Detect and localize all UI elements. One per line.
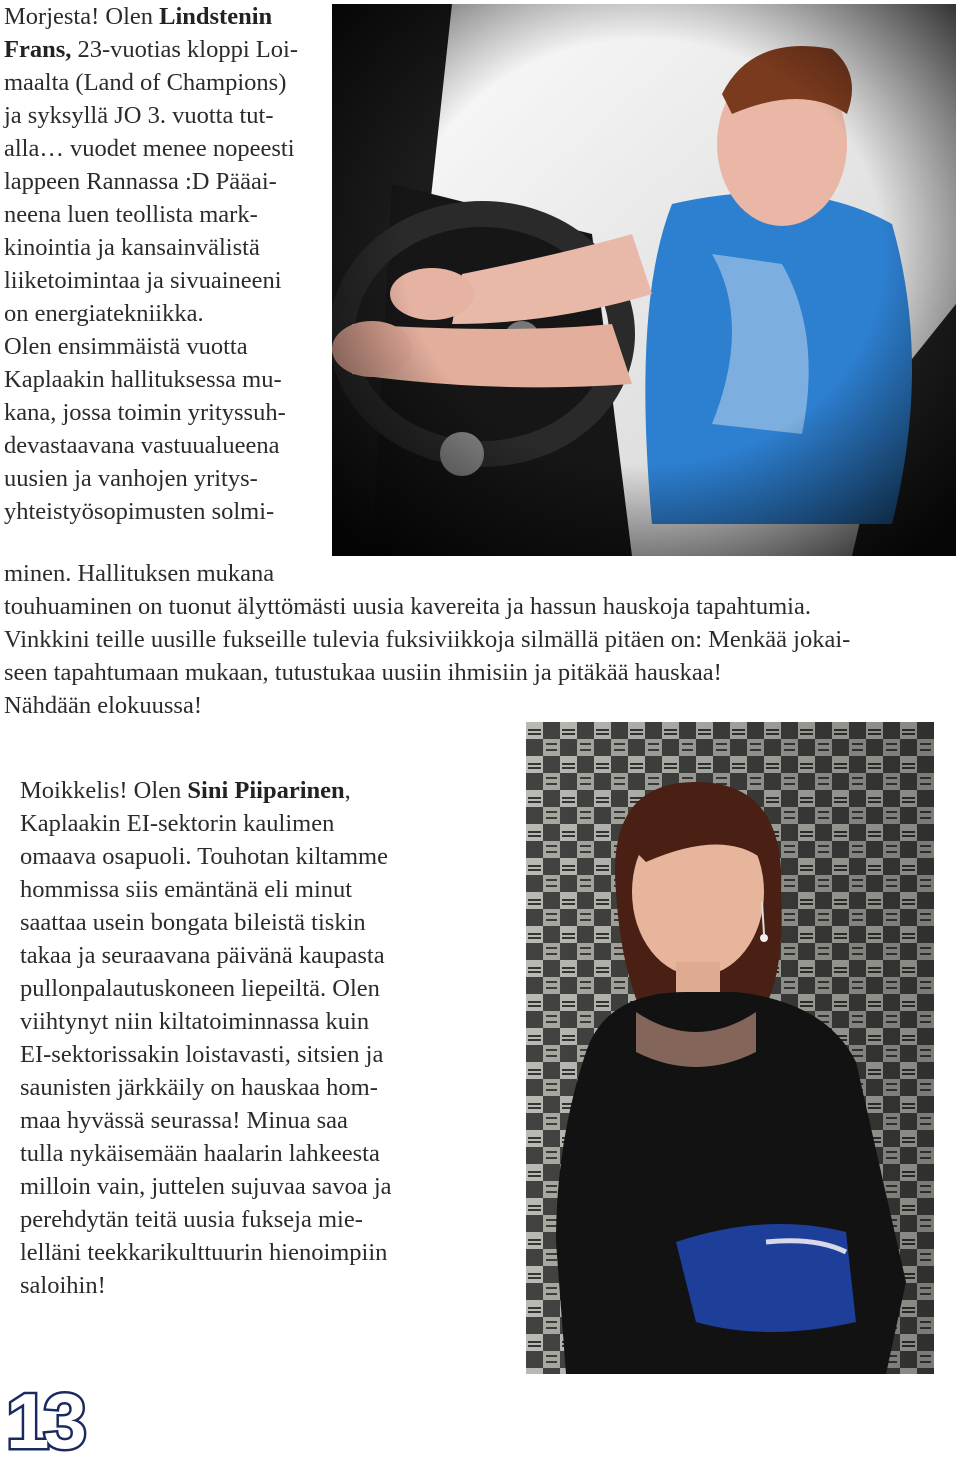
- greeting-text: Morjesta! Olen: [4, 3, 160, 30]
- person-name-second: Frans,: [4, 36, 72, 63]
- article-sini-intro: [20, 774, 490, 1302]
- text-line: kana, jossa toimin yrityssuh-: [4, 399, 286, 426]
- text-line: perehdytän teitä uusia fukseja mie-: [20, 1206, 363, 1233]
- text-line: Olen ensimmäistä vuotta: [4, 333, 248, 360]
- text-line: milloin vain, juttelen sujuvaa savoa ja: [20, 1173, 392, 1200]
- text-line: Kaplaakin EI-sektorin kaulimen: [20, 810, 335, 837]
- text-line: minen. Hallituksen mukana: [4, 560, 275, 587]
- person-name: Lindstenin: [159, 3, 273, 30]
- text-line: Vinkkini teille uusille fukseille tulevia fuksiviikkoja silmällä pitäen on: Menkää jokai-: [4, 626, 851, 653]
- text-line: devastaavana vastuualueena: [4, 432, 280, 459]
- photo-sini-illustration: [526, 722, 934, 1374]
- text-line: neena luen teollista mark-: [4, 201, 258, 228]
- text-line: maa hyvässä seurassa! Minua saa: [20, 1107, 348, 1134]
- text-line: saattaa usein bongata bileistä tiskin: [20, 909, 366, 936]
- page-number: [4, 1382, 94, 1457]
- greeting-text: Moikkelis! Olen: [20, 777, 188, 804]
- text-line: EI-sektorissakin loistavasti, sitsien ja: [20, 1041, 384, 1068]
- photo-sini: [526, 722, 934, 1374]
- article-frans-continuation: [4, 557, 956, 722]
- text-line: kinointia ja kansainvälistä: [4, 234, 260, 261]
- text-line: alla… vuodet menee nopeesti: [4, 135, 295, 162]
- text-line: [4, 0, 334, 33]
- text-line: omaava osapuoli. Touhotan kiltamme: [20, 843, 388, 870]
- text-line: tulla nykäisemään haalarin lahkeesta: [20, 1140, 380, 1167]
- article-frans-intro: [4, 0, 334, 528]
- text-line: [20, 774, 490, 807]
- text-line: lappeen Rannassa :D Pääai-: [4, 168, 277, 195]
- text-fragment: ,: [344, 777, 351, 804]
- text-line: saloihin!: [20, 1272, 106, 1299]
- text-line: takaa ja seuraavana päivänä kaupasta: [20, 942, 385, 969]
- text-line: on energiatekniikka.: [4, 300, 204, 327]
- text-line: [4, 33, 334, 66]
- text-line: touhuaminen on tuonut älyttömästi uusia kavereita ja hassun hauskoja tapahtumia.: [4, 593, 811, 620]
- text-line: ja syksyllä JO 3. vuotta tut-: [4, 102, 274, 129]
- text-line: maalta (Land of Champions): [4, 69, 287, 96]
- photo-frans: [332, 4, 956, 556]
- text-line: liiketoimintaa ja sivuaineeni: [4, 267, 282, 294]
- page-number-graphic: [4, 1382, 94, 1457]
- text-line: saunisten järkkäily on hauskaa hom-: [20, 1074, 378, 1101]
- text-line: Kaplaakin hallituksessa mu-: [4, 366, 282, 393]
- text-line: pullonpalautuskoneen liepeiltä. Olen: [20, 975, 380, 1002]
- text-line: hommissa siis emäntänä eli minut: [20, 876, 353, 903]
- page-number-text: 13: [6, 1382, 81, 1457]
- text-line: yhteistyösopimusten solmi-: [4, 498, 275, 525]
- text-line: seen tapahtumaan mukaan, tutustukaa uusiin ihmisiin ja pitäkää hauskaa!: [4, 659, 722, 686]
- photo-frans-illustration: [332, 4, 956, 556]
- text-line: uusien ja vanhojen yritys-: [4, 465, 258, 492]
- person-name: Sini Piiparinen: [187, 777, 345, 804]
- text-line: Nähdään elokuussa!: [4, 692, 202, 719]
- text-fragment: 23-vuotias kloppi Loi-: [71, 36, 298, 63]
- text-line: viihtynyt niin kiltatoiminnassa kuin: [20, 1008, 370, 1035]
- text-line: lelläni teekkarikulttuurin hienoimpiin: [20, 1239, 388, 1266]
